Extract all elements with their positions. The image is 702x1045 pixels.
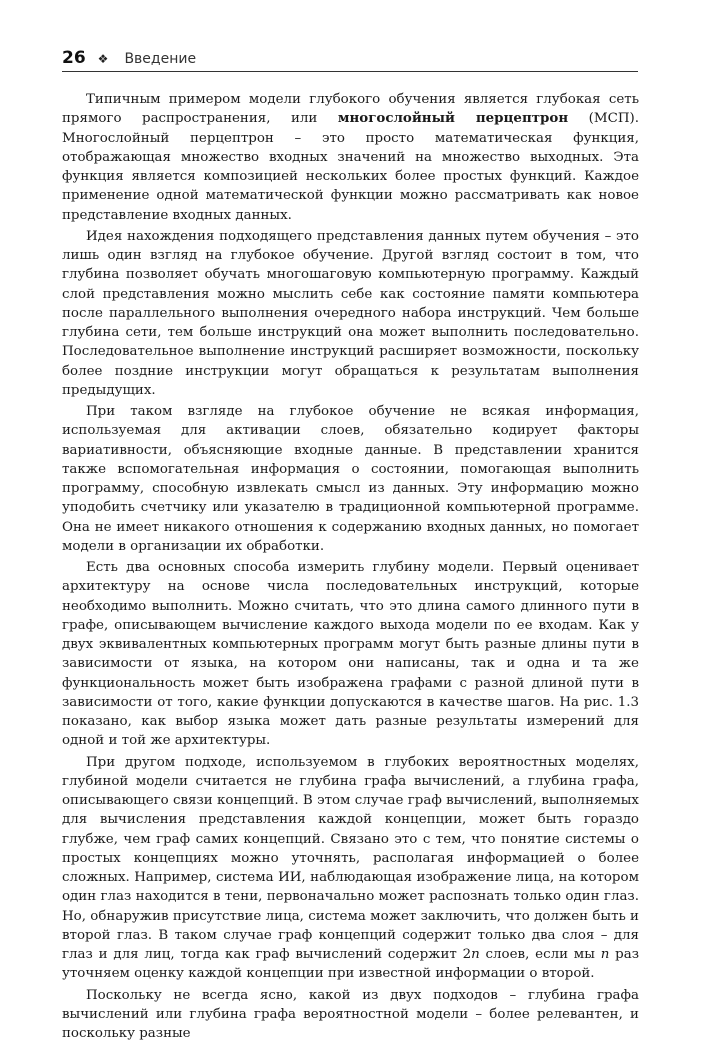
- paragraph-6: Поскольку не всегда ясно, какой из двух подходов – глубина графа вычислений или глубина графа вероятностной модели – более релевантен, и поскольку разные: [62, 987, 639, 1041]
- var-n: n: [600, 947, 610, 962]
- var-n: n: [471, 947, 480, 962]
- page-number: 26: [62, 48, 86, 68]
- body-text: [62, 90, 639, 1045]
- paragraph-5: При другом подходе, используемом в глубоких вероятностных моделях, глубиной модели считается не глубина графа вычислений, а глубина графа, описывающего связи концепций. В этом случае граф вычислений, выполняемых для вычисления представления каждой концепции, может быть гораздо глубже, чем граф самих концепций. Связано это с тем, что понятие системы о простых концепциях можно уточнять, располагая информацией о более сложных. Например, система ИИ, наблюдающая изображение лица, на котором один глаз находится в тени, первоначально может распознать только один глаз. Но, обнаружив присутствие лица, система может заключить, что должен быть и второй глаз. В таком случае граф концепций содержит только два слоя – для глаз и для лиц, тогда как граф вычислений содержит 2n слоев, если мы n раз уточняем оценку каждой концепции при известной информации о второй.: [62, 754, 639, 982]
- running-header: [62, 46, 638, 72]
- paragraph-1: Типичным примером модели глубокого обучения является глубокая сеть прямого распространения, или многослойный перцептрон (МСП). Многослойный перцептрон – это просто математическая функция, отображающая множество входных значений на множество выходных. Эта функция является композицией нескольких более простых функций. Каждое применение одной математической функции можно рассматривать как новое представление входных данных.: [62, 92, 639, 223]
- section-title: Введение: [124, 51, 197, 67]
- paragraph-4: Есть два основных способа измерить глубину модели. Первый оценивает архитектуру на основе числа последовательных инструкций, которые необходимо выполнить. Можно считать, что это длина самого длинного пути в графе, описывающем вычисление каждого выхода модели по ее входам. Как у двух эквивалентных компьютерных программ могут быть разные длины пути в зависимости от языка, на котором они написаны, так и одна и та же функциональность может быть изображена графами с разной длиной пути в зависимости от того, какие функции допускаются в качестве шагов. На рис. 1.3 показано, как выбор языка может дать разные результаты измерений для одной и той же архитектуры.: [62, 560, 639, 749]
- ornament-icon: ❖: [97, 52, 109, 66]
- paragraph-3: При таком взгляде на глубокое обучение не всякая информация, используемая для активации слоев, обязательно кодирует факторы вариативности, объясняющие входные данные. В представлении хранится также вспомогательная информация о состоянии, помогающая выполнить программу, способную извлекать смысл из данных. Эту информацию можно уподобить счетчику или указателю в традиционной компьютерной программе. Она не имеет никакого отношения к содержанию входных данных, но помогает модели в организации их обработки.: [62, 404, 639, 554]
- term-mlp: многослойный перцептрон: [337, 110, 569, 127]
- paragraph-2: Идея нахождения подходящего представления данных путем обучения – это лишь один взгляд на глубокое обучение. Другой взгляд состоит в том, что глубина позволяет обучать многошаговую компьютерную программу. Каждый слой представления можно мыслить себе как состояние памяти компьютера после параллельного выполнения очередного набора инструкций. Чем больше глубина сети, тем больше инструкций она может выполнить последовательно. Последовательное выполнение инструкций расширяет возможности, поскольку более поздние инструкции могут обращаться к результатам выполнения предыдущих.: [62, 228, 639, 398]
